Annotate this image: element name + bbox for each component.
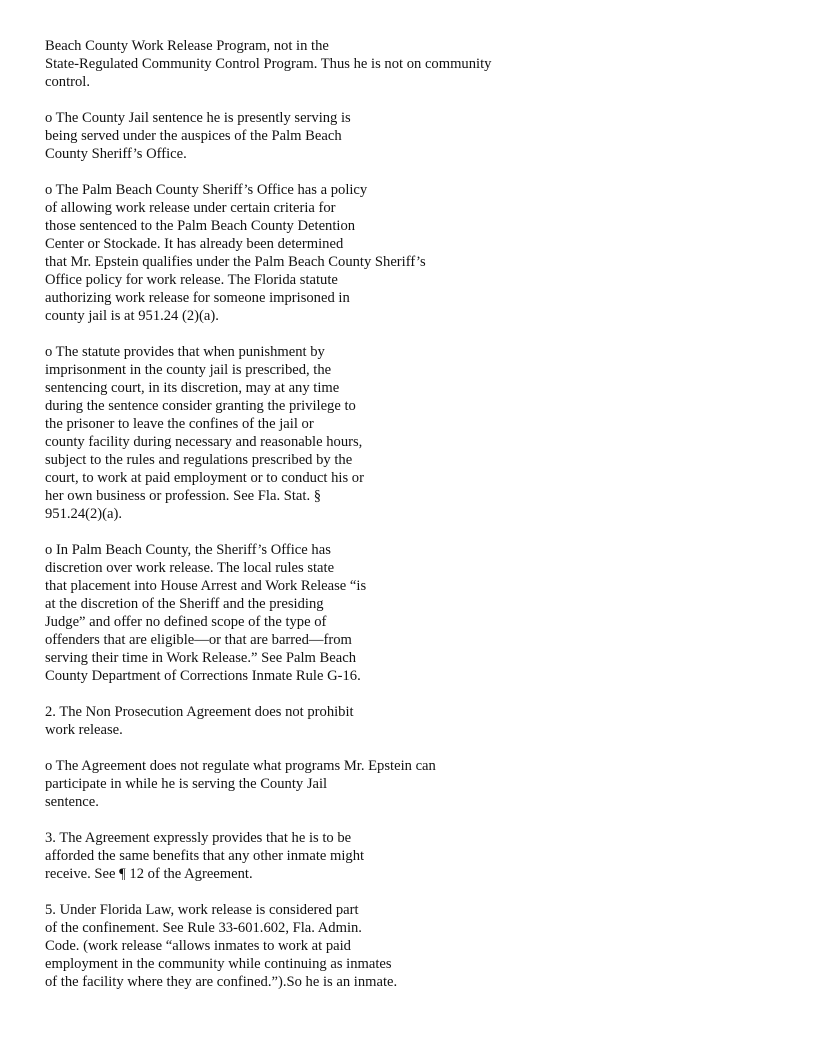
text-line: participate in while he is serving the County Jail	[45, 776, 328, 792]
text-line: during the sentence consider granting the privilege to	[45, 398, 356, 414]
text-line: 2. The Non Prosecution Agreement does not prohibit	[45, 704, 354, 720]
text-line: court, to work at paid employment or to conduct his or	[45, 470, 364, 486]
text-line: at the discretion of the Sheriff and the presiding	[45, 596, 324, 612]
text-line: Code. (work release “allows inmates to work at paid	[45, 938, 351, 954]
text-line: o The Palm Beach County Sheriff’s Office has a policy	[45, 182, 368, 198]
text-line: County Department of Corrections Inmate Rule G-16.	[45, 668, 361, 684]
text-line: her own business or profession. See Fla. Stat. §	[45, 488, 322, 504]
text-line: receive. See ¶ 12 of the Agreement.	[45, 866, 253, 882]
paragraph-florida-law	[45, 901, 785, 991]
text-line: that placement into House Arrest and Work Release “is	[45, 578, 367, 594]
text-line: offenders that are eligible—or that are barred—from	[45, 632, 352, 648]
paragraph-sheriff-policy	[45, 181, 785, 325]
paragraph-agreement-benefits	[45, 829, 785, 883]
text-line: work release.	[45, 722, 123, 738]
text-line: being served under the auspices of the Palm Beach	[45, 128, 342, 144]
text-line: imprisonment in the county jail is prescribed, the	[45, 362, 332, 378]
paragraph-statute-provisions	[45, 343, 785, 523]
text-line: o The Agreement does not regulate what programs Mr. Epstein can	[45, 758, 436, 774]
text-line: 3. The Agreement expressly provides that he is to be	[45, 830, 352, 846]
text-line: that Mr. Epstein qualifies under the Palm Beach County Sheriff’s	[45, 254, 426, 270]
document-page	[45, 37, 785, 1009]
text-line: of allowing work release under certain criteria for	[45, 200, 336, 216]
text-line: county jail is at 951.24 (2)(a).	[45, 308, 219, 324]
text-line: control.	[45, 74, 90, 90]
paragraph-sheriff-discretion	[45, 541, 785, 685]
text-line: Beach County Work Release Program, not in the	[45, 38, 329, 54]
text-line: sentence.	[45, 794, 99, 810]
text-line: of the confinement. See Rule 33-601.602, Fla. Admin.	[45, 920, 362, 936]
text-line: County Sheriff’s Office.	[45, 146, 187, 162]
text-line: 951.24(2)(a).	[45, 506, 122, 522]
paragraph-non-prosecution-agreement	[45, 703, 785, 739]
text-line: the prisoner to leave the confines of the jail or	[45, 416, 314, 432]
text-line: those sentenced to the Palm Beach County Detention	[45, 218, 356, 234]
paragraph-work-release-program	[45, 37, 785, 91]
text-line: Judge” and offer no defined scope of the type of	[45, 614, 327, 630]
text-line: subject to the rules and regulations prescribed by the	[45, 452, 353, 468]
text-line: afforded the same benefits that any other inmate might	[45, 848, 365, 864]
text-line: o The statute provides that when punishment by	[45, 344, 325, 360]
text-line: sentencing court, in its discretion, may at any time	[45, 380, 340, 396]
text-line: 5. Under Florida Law, work release is considered part	[45, 902, 359, 918]
text-line: authorizing work release for someone imprisoned in	[45, 290, 350, 306]
text-line: Office policy for work release. The Florida statute	[45, 272, 338, 288]
paragraph-agreement-programs	[45, 757, 785, 811]
paragraph-county-jail-sentence	[45, 109, 785, 163]
text-line: of the facility where they are confined.”).So he is an inmate.	[45, 974, 398, 990]
text-line: o The County Jail sentence he is presently serving is	[45, 110, 351, 126]
text-line: serving their time in Work Release.” See Palm Beach	[45, 650, 357, 666]
text-line: discretion over work release. The local rules state	[45, 560, 335, 576]
text-line: o In Palm Beach County, the Sheriff’s Office has	[45, 542, 331, 558]
text-line: Center or Stockade. It has already been determined	[45, 236, 344, 252]
text-line: county facility during necessary and reasonable hours,	[45, 434, 363, 450]
text-line: State-Regulated Community Control Program. Thus he is not on community	[45, 56, 492, 72]
text-line: employment in the community while continuing as inmates	[45, 956, 392, 972]
